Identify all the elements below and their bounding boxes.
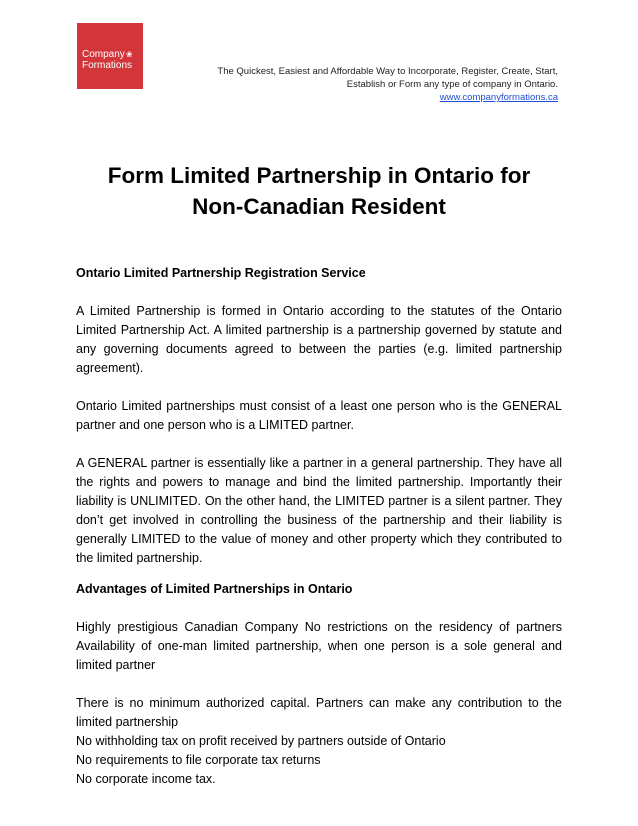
section-heading-advantages: Advantages of Limited Partnerships in Ontario [76,582,353,596]
line-tax-returns: No requirements to file corporate tax returns [76,753,321,767]
line-withholding-tax: No withholding tax on profit received by partners outside of Ontario [76,734,446,748]
company-logo [77,23,143,89]
paragraph-general-limited: A GENERAL partner is essentially like a partner in a general partnership. They have all the rights and powers to manage and bind the limited partnership. Importantly their liability is UNLIMITED. On the other hand, the LIMITED partner is a silent partner. They don’t get involved in controlling the business of the partnership and their liability is generally LIMITED to the value of money and other property which they contributed to the limited partnership. [76,456,562,565]
title-line1: Form Limited Partnership in Ontario for [107,163,531,188]
tagline-line2: Establish or Form any type of company in Ontario. [346,79,558,90]
paragraph-advantages: Highly prestigious Canadian Company No restrictions on the residency of partners Availability of one-man limited partnership, when one person is a sole general and limited partner [76,620,562,672]
paragraph-definition: A Limited Partnership is formed in Ontario according to the statutes of the Ontario Limited Partnership Act. A limited partnership is a partnership governed by statute and any governing documents agreed to between the parties (e.g. limited partnership agreement). [76,304,562,375]
paragraph-partners: Ontario Limited partnerships must consist of a least one person who is the GENERAL partner and one person who is a LIMITED partner. [76,399,562,432]
section-heading-registration: Ontario Limited Partnership Registration Service [76,266,366,280]
logo-text-line1: Company [82,49,125,60]
paragraph-capital: There is no minimum authorized capital. Partners can make any contribution to the limited partnership [76,696,562,729]
page-title [76,160,562,222]
maple-leaf-icon: ❀ [125,50,133,59]
title-line2: Non-Canadian Resident [192,194,446,219]
header-tagline [178,65,558,104]
tagline-line1: The Quickest, Easiest and Affordable Way to Incorporate, Register, Create, Start, [217,66,558,77]
logo-text-line2: Formations [82,60,133,71]
document-body [76,264,562,789]
line-income-tax: No corporate income tax. [76,772,216,786]
website-link[interactable]: www.companyformations.ca [439,92,558,103]
